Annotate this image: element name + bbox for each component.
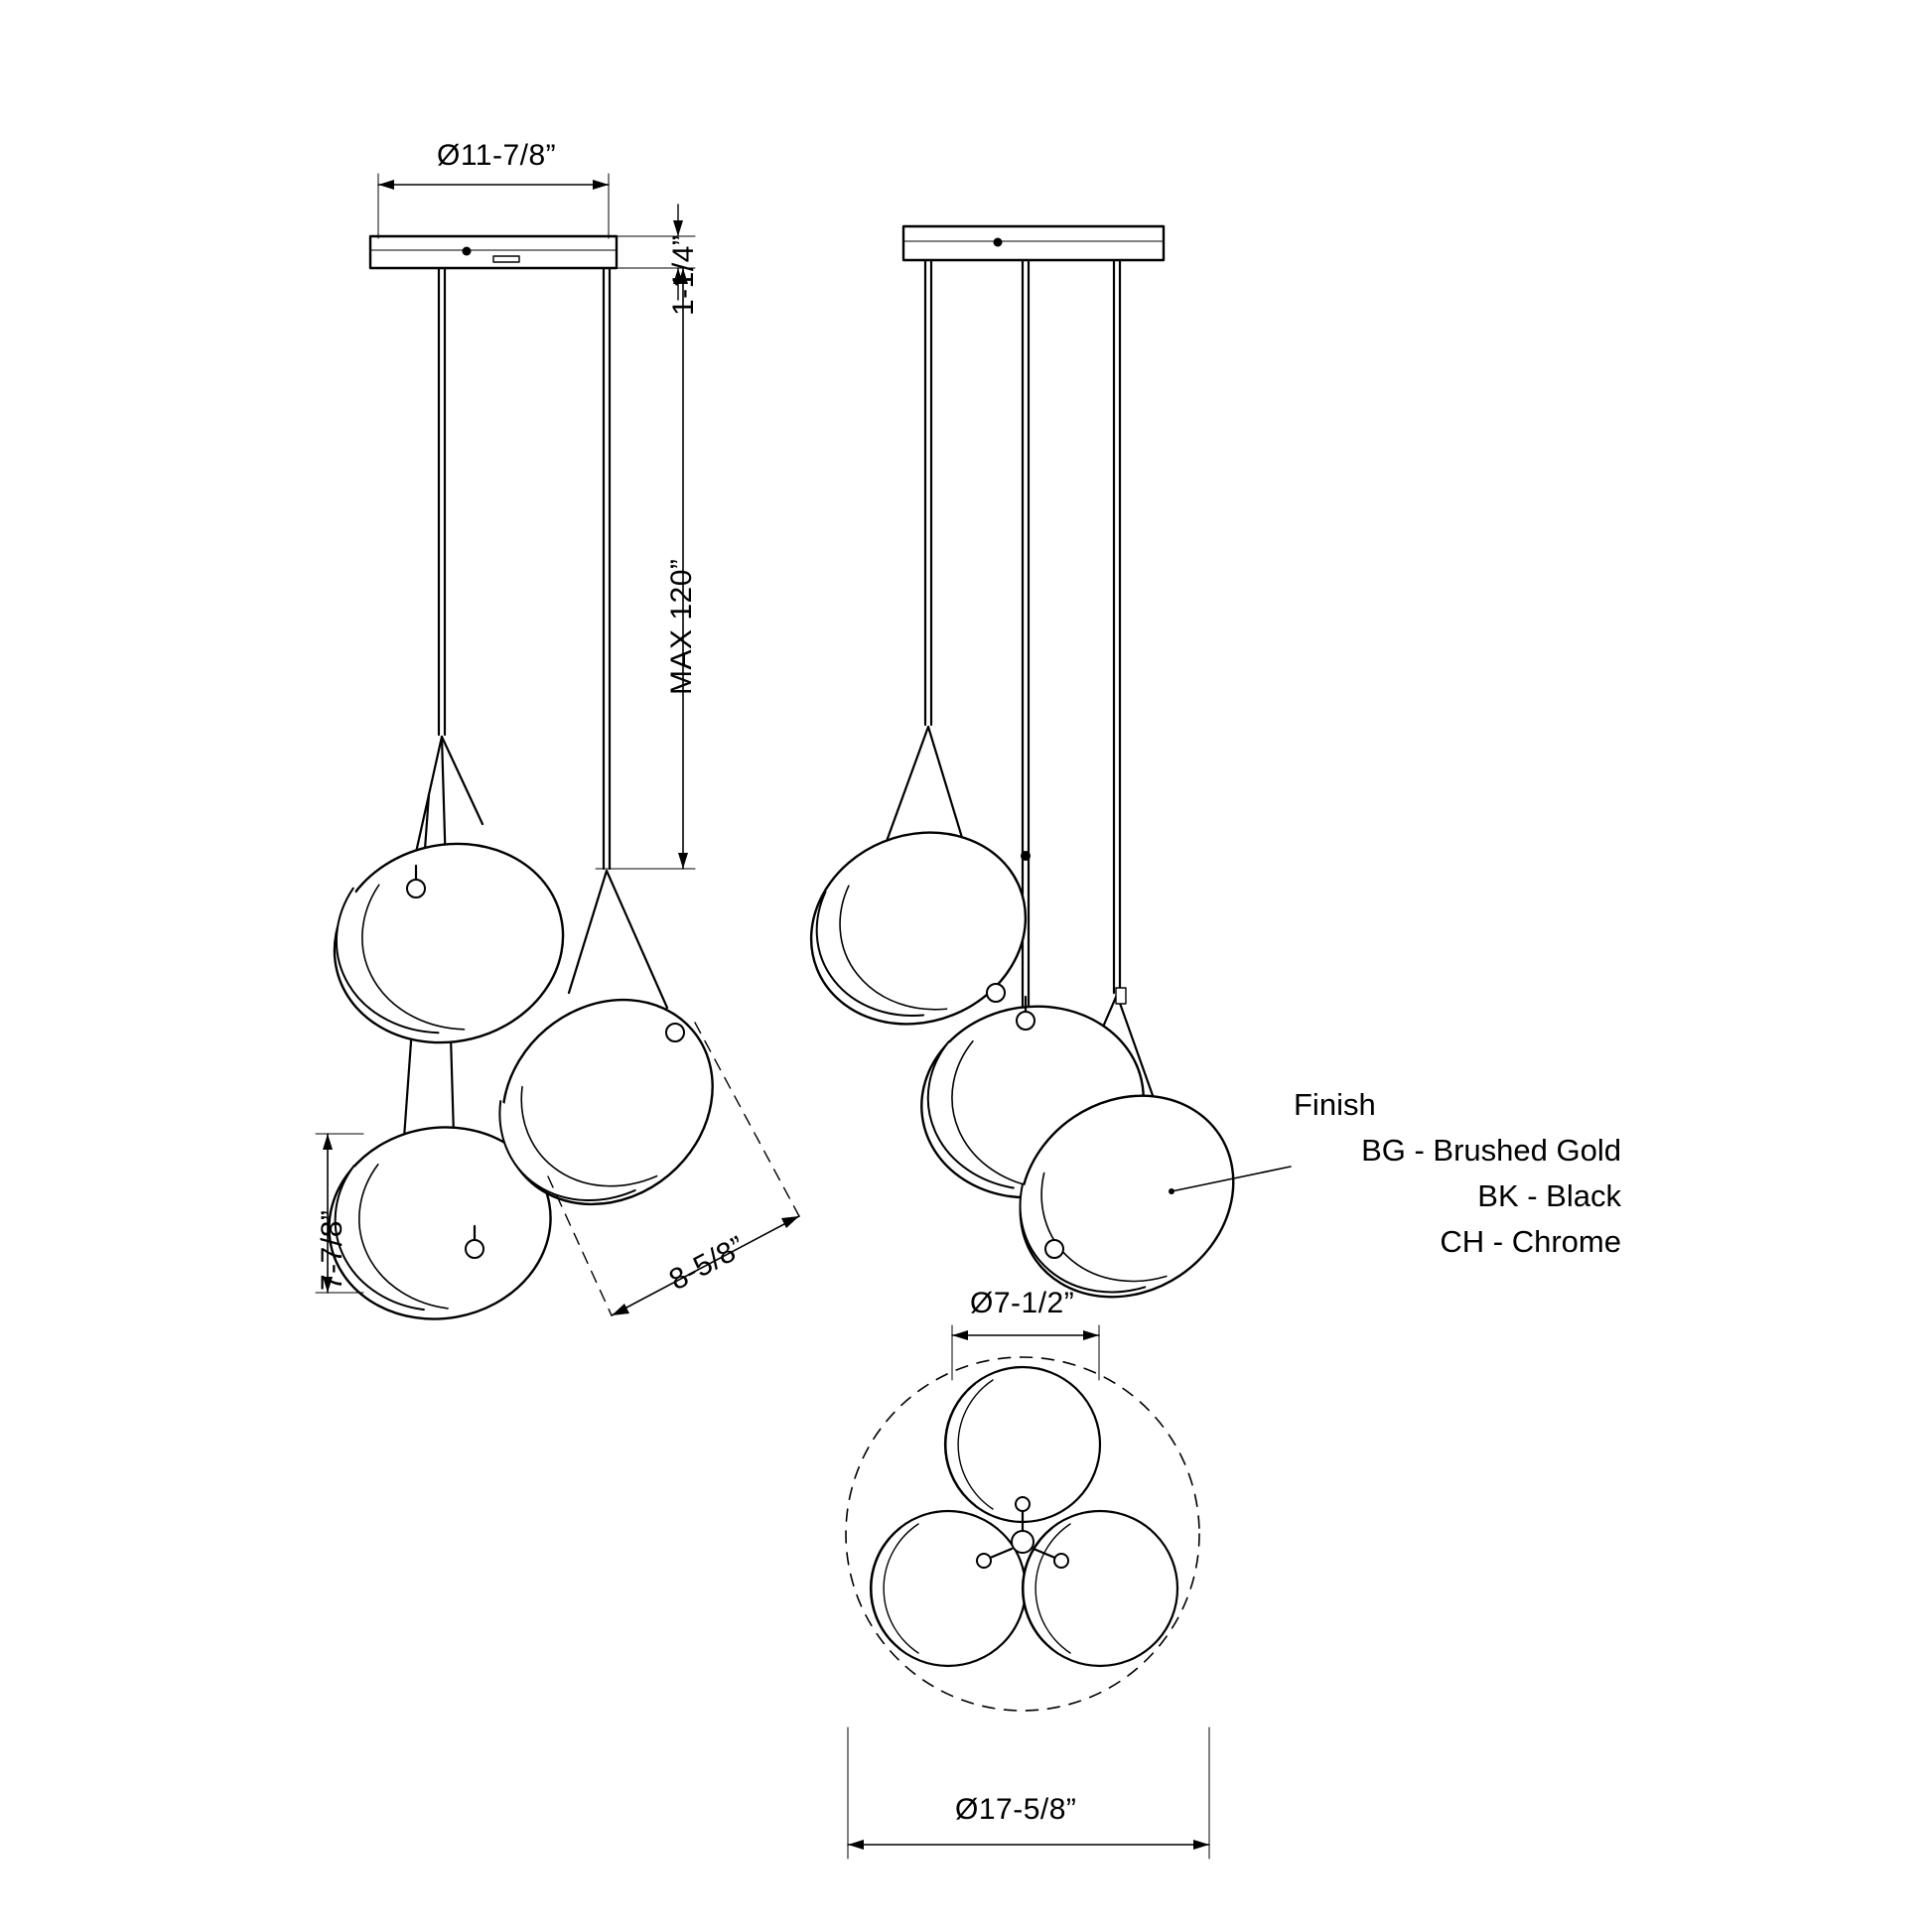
finish-option-bg: BG - Brushed Gold xyxy=(1361,1133,1621,1168)
finish-option-bk: BK - Black xyxy=(1477,1178,1621,1213)
finish-heading: Finish xyxy=(1294,1087,1376,1122)
dim-label-canopy-diameter: Ø11-7/8” xyxy=(437,139,557,172)
dim-label-overall-diameter: Ø17-5/8” xyxy=(955,1793,1077,1826)
right-canopy xyxy=(903,226,1164,260)
dim-label-shade-diameter: Ø7-1/2” xyxy=(970,1287,1075,1319)
dim-canopy-diameter xyxy=(378,174,609,238)
left-canopy xyxy=(370,236,617,268)
finish-legend xyxy=(1294,1082,1621,1265)
shade-upper-left xyxy=(313,820,584,1066)
finish-option-ch: CH - Chrome xyxy=(1440,1224,1621,1259)
dim-label-shade-angled: 8-5/8” xyxy=(663,1229,752,1298)
plan-view xyxy=(846,1357,1199,1711)
dim-label-shade-height: 7-7/8” xyxy=(316,1209,348,1291)
dim-label-canopy-height: 1-1/4” xyxy=(667,234,700,316)
dim-label-max-drop: MAX 120” xyxy=(665,558,698,695)
